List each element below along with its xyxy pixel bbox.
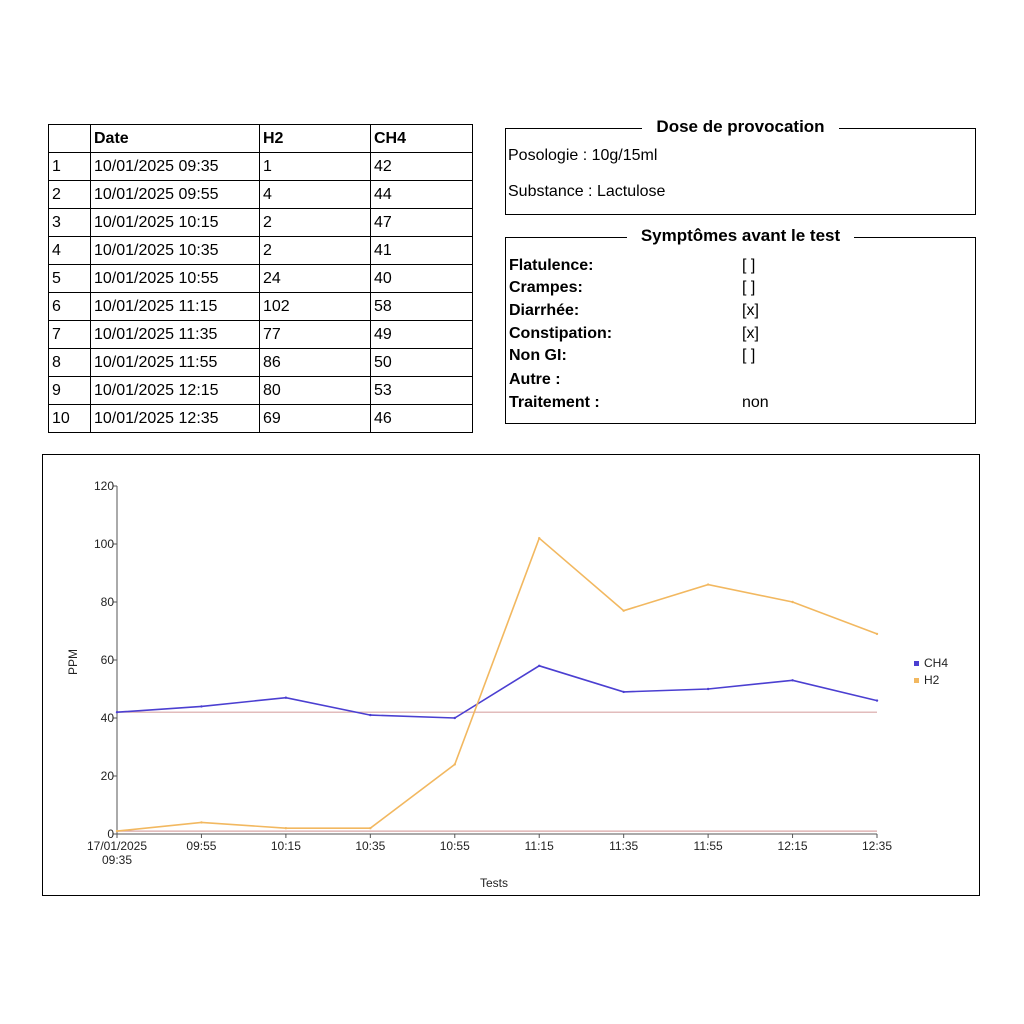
y-tick-label: 0 [107, 827, 114, 841]
chart-frame [42, 454, 980, 896]
legend-swatch-ch4 [914, 661, 919, 666]
symptom-value: non [742, 394, 769, 411]
row-index-cell: 5 [49, 265, 91, 293]
row-date-cell: 10/01/2025 10:35 [91, 237, 260, 265]
table-row [49, 237, 473, 265]
data-point-ch4 [285, 697, 287, 699]
y-tick-label: 20 [100, 769, 114, 783]
table-row [49, 293, 473, 321]
y-axis-title: PPM [66, 648, 80, 676]
legend-label-h2: H2 [924, 673, 940, 687]
row-date-cell: 10/01/2025 12:15 [91, 377, 260, 405]
data-point-h2 [622, 610, 624, 612]
header-ch4: CH4 [371, 125, 473, 153]
symptom-value: [ ] [742, 279, 756, 296]
row-ch4-cell: 42 [371, 153, 473, 181]
row-h2-cell: 2 [260, 209, 371, 237]
row-date-cell: 10/01/2025 09:35 [91, 153, 260, 181]
y-tick-label: 60 [100, 653, 114, 667]
header-h2: H2 [260, 125, 371, 153]
data-point-h2 [707, 583, 709, 585]
symptom-label: Flatulence: [509, 257, 594, 274]
ppm-line-chart [43, 455, 978, 894]
series-line-ch4 [117, 666, 877, 718]
row-h2-cell: 2 [260, 237, 371, 265]
row-date-cell: 10/01/2025 09:55 [91, 181, 260, 209]
row-index-cell: 4 [49, 237, 91, 265]
x-tick-label: 11:35 [609, 839, 639, 853]
data-point-ch4 [369, 714, 371, 716]
x-axis-title: Tests [479, 876, 509, 890]
data-point-ch4 [538, 665, 540, 667]
symptom-label: Diarrhée: [509, 302, 580, 319]
symptom-value: [ ] [742, 347, 756, 364]
table-row [49, 265, 473, 293]
data-point-h2 [454, 763, 456, 765]
row-index-cell: 7 [49, 321, 91, 349]
x-tick-label: 10:15 [270, 839, 301, 853]
table-row [49, 181, 473, 209]
x-tick-label: 17/01/2025 09:35 [86, 839, 148, 867]
row-index-cell: 1 [49, 153, 91, 181]
x-tick-label: 11:15 [524, 839, 554, 853]
symptoms-panel-title: Symptômes avant le test [627, 226, 854, 245]
table-header-row [49, 125, 473, 153]
data-point-h2 [876, 633, 878, 635]
row-ch4-cell: 44 [371, 181, 473, 209]
row-h2-cell: 69 [260, 405, 371, 433]
row-date-cell: 10/01/2025 10:15 [91, 209, 260, 237]
data-point-h2 [791, 601, 793, 603]
row-date-cell: 10/01/2025 11:15 [91, 293, 260, 321]
row-h2-cell: 24 [260, 265, 371, 293]
y-tick-label: 80 [100, 595, 114, 609]
data-point-h2 [116, 830, 118, 832]
data-point-ch4 [622, 691, 624, 693]
row-date-cell: 10/01/2025 11:55 [91, 349, 260, 377]
substance-text: Substance : Lactulose [508, 183, 666, 200]
table-row [49, 321, 473, 349]
row-date-cell: 10/01/2025 12:35 [91, 405, 260, 433]
symptom-label: Non GI: [509, 347, 567, 364]
row-h2-cell: 80 [260, 377, 371, 405]
y-tick-label: 120 [93, 479, 114, 493]
row-date-cell: 10/01/2025 10:55 [91, 265, 260, 293]
row-index-cell: 6 [49, 293, 91, 321]
data-point-ch4 [707, 688, 709, 690]
symptoms-panel [505, 226, 976, 424]
posologie-text: Posologie : 10g/15ml [508, 147, 658, 164]
row-ch4-cell: 53 [371, 377, 473, 405]
legend-label-ch4: CH4 [924, 656, 949, 670]
x-tick-label: 10:35 [355, 839, 386, 853]
row-index-cell: 10 [49, 405, 91, 433]
data-point-ch4 [116, 711, 118, 713]
data-point-h2 [538, 537, 540, 539]
x-tick-label: 10:55 [439, 839, 470, 853]
row-h2-cell: 1 [260, 153, 371, 181]
dose-panel [505, 117, 976, 215]
row-ch4-cell: 46 [371, 405, 473, 433]
row-h2-cell: 77 [260, 321, 371, 349]
x-tick-label: 12:15 [777, 839, 808, 853]
x-tick-label: 09:55 [186, 839, 217, 853]
symptom-label: Traitement : [509, 394, 600, 411]
header-date: Date [91, 125, 260, 153]
symptom-label: Autre : [509, 371, 561, 388]
data-point-h2 [285, 827, 287, 829]
y-tick-label: 100 [93, 537, 114, 551]
row-h2-cell: 86 [260, 349, 371, 377]
row-ch4-cell: 41 [371, 237, 473, 265]
table-row [49, 405, 473, 433]
symptom-value: [ ] [742, 257, 756, 274]
row-index-cell: 9 [49, 377, 91, 405]
row-ch4-cell: 49 [371, 321, 473, 349]
data-point-ch4 [454, 717, 456, 719]
dose-panel-title: Dose de provocation [642, 117, 838, 136]
row-ch4-cell: 40 [371, 265, 473, 293]
data-point-h2 [369, 827, 371, 829]
row-index-cell: 2 [49, 181, 91, 209]
row-ch4-cell: 58 [371, 293, 473, 321]
series-line-h2 [117, 538, 877, 831]
table-row [49, 349, 473, 377]
symptom-label: Crampes: [509, 279, 583, 296]
x-tick-label: 12:35 [861, 839, 893, 853]
row-ch4-cell: 50 [371, 349, 473, 377]
symptom-value: [x] [742, 302, 759, 319]
row-h2-cell: 102 [260, 293, 371, 321]
data-point-ch4 [791, 679, 793, 681]
measurements-table [48, 124, 473, 433]
x-tick-label: 11:55 [693, 839, 723, 853]
table-row [49, 209, 473, 237]
header-index [49, 125, 91, 153]
row-date-cell: 10/01/2025 11:35 [91, 321, 260, 349]
row-index-cell: 8 [49, 349, 91, 377]
row-ch4-cell: 47 [371, 209, 473, 237]
row-index-cell: 3 [49, 209, 91, 237]
data-point-ch4 [876, 699, 878, 701]
data-point-ch4 [200, 705, 202, 707]
row-h2-cell: 4 [260, 181, 371, 209]
symptom-value: [x] [742, 325, 759, 342]
table-row [49, 377, 473, 405]
y-tick-label: 40 [100, 711, 114, 725]
table-row [49, 153, 473, 181]
symptom-label: Constipation: [509, 325, 613, 342]
legend-swatch-h2 [914, 678, 919, 683]
data-point-h2 [200, 821, 202, 823]
